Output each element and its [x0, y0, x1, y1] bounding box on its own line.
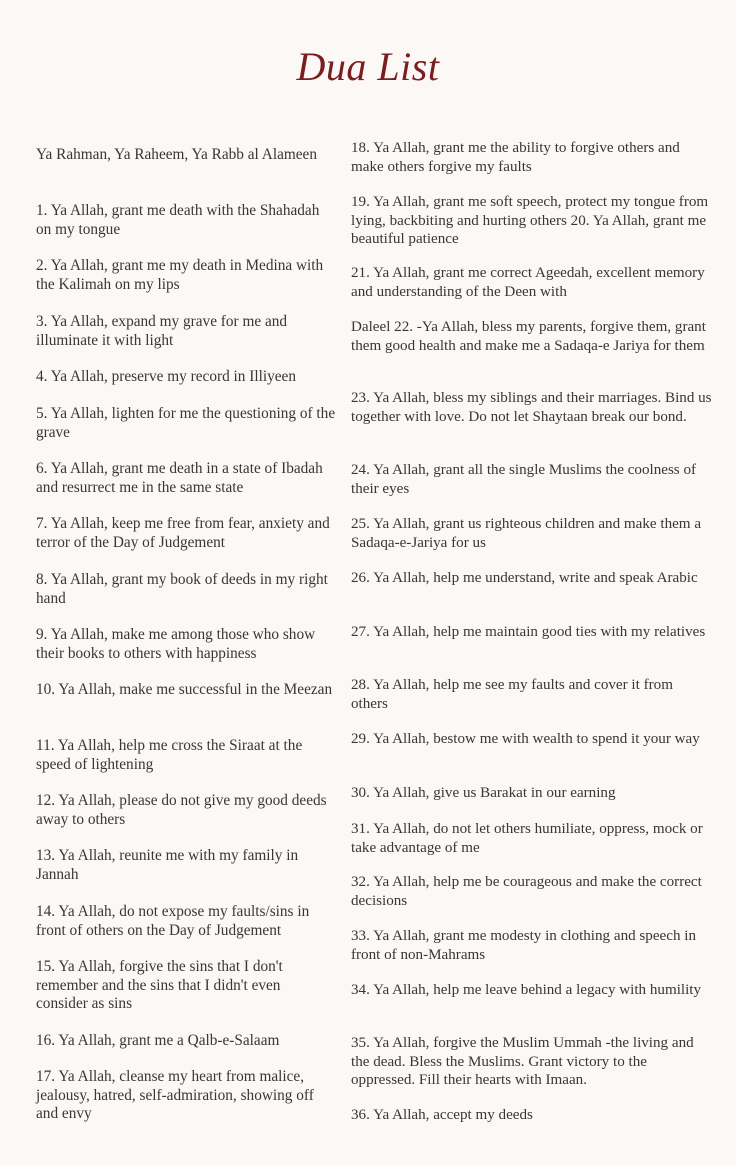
dua-item-28: 28. Ya Allah, help me see my faults and cover it from others [351, 677, 673, 712]
page-title: Dua List [296, 44, 440, 89]
dua-item-24: 24. Ya Allah, grant all the single Muslims the coolness of their eyes [351, 462, 697, 497]
dua-item-10: 10. Ya Allah, make me successful in the Meezan [36, 681, 333, 698]
dua-item-33: 33. Ya Allah, grant me modesty in clothing and speech in front of non-Mahrams [351, 928, 697, 963]
dua-item-31: 31. Ya Allah, do not let others humiliate, oppress, mock or take advantage of me [351, 821, 703, 856]
dua-item-3: 3. Ya Allah, expand my grave for me and illuminate it with light [36, 313, 288, 349]
dua-item-29: 29. Ya Allah, bestow me with wealth to spend it your way [351, 731, 700, 747]
dua-item-22: Daleel 22. -Ya Allah, bless my parents, forgive them, grant them good health and make me a Sadaqa-e Jariya for them [351, 319, 706, 354]
dua-item-13: 13. Ya Allah, reunite me with my family in Jannah [36, 847, 299, 883]
dua-item-8: 8. Ya Allah, grant my book of deeds in my right hand [36, 571, 328, 607]
dua-item-15: 15. Ya Allah, forgive the sins that I don't remember and the sins that I didn't even consider as sins [36, 958, 283, 1012]
dua-item-16: 16. Ya Allah, grant me a Qalb-e-Salaam [36, 1032, 280, 1049]
dua-item-12: 12. Ya Allah, please do not give my good deeds away to others [36, 792, 327, 828]
dua-item-36: 36. Ya Allah, accept my deeds [351, 1107, 533, 1123]
dua-opening: Ya Rahman, Ya Raheem, Ya Rabb al Alameen [36, 146, 317, 163]
dua-item-9: 9. Ya Allah, make me among those who show their books to others with happiness [36, 626, 316, 662]
dua-item-2: 2. Ya Allah, grant me my death in Medina with the Kalimah on my lips [36, 257, 324, 293]
dua-item-14: 14. Ya Allah, do not expose my faults/sins in front of others on the Day of Judgement [36, 903, 310, 939]
dua-item-6: 6. Ya Allah, grant me death in a state of Ibadah and resurrect me in the same state [36, 460, 323, 496]
dua-item-1: 1. Ya Allah, grant me death with the Shahadah on my tongue [36, 202, 320, 238]
dua-item-21: 21. Ya Allah, grant me correct Ageedah, excellent memory and understanding of the Deen with [351, 265, 705, 300]
dua-item-25: 25. Ya Allah, grant us righteous children and make them a Sadaqa-e-Jariya for us [351, 516, 702, 551]
dua-item-18: 18. Ya Allah, grant me the ability to forgive others and make others forgive my faults [351, 140, 680, 175]
dua-item-30: 30. Ya Allah, give us Barakat in our earning [351, 785, 616, 801]
dua-item-19-20: 19. Ya Allah, grant me soft speech, protect my tongue from lying, backbiting and hurting others 20. Ya Allah, grant me beautiful patience [351, 194, 709, 247]
dua-item-23: 23. Ya Allah, bless my siblings and their marriages. Bind us together with love. Do not let Shaytaan break our bond. [351, 390, 712, 425]
dua-item-5: 5. Ya Allah, lighten for me the questioning of the grave [36, 405, 336, 441]
dua-item-11: 11. Ya Allah, help me cross the Siraat at the speed of lightening [36, 737, 303, 773]
dua-item-27: 27. Ya Allah, help me maintain good ties with my relatives [351, 624, 706, 640]
dua-item-32: 32. Ya Allah, help me be courageous and make the correct decisions [351, 874, 702, 909]
dua-item-34: 34. Ya Allah, help me leave behind a legacy with humility [351, 982, 702, 998]
dua-item-26: 26. Ya Allah, help me understand, write and speak Arabic [351, 570, 698, 586]
dua-item-35: 35. Ya Allah, forgive the Muslim Ummah -the living and the dead. Bless the Muslims. Grant victory to the oppressed. Fill their hearts with Imaan. [351, 1035, 694, 1088]
dua-item-17: 17. Ya Allah, cleanse my heart from malice, jealousy, hatred, self-admiration, showing off and envy [36, 1068, 314, 1122]
dua-item-7: 7. Ya Allah, keep me free from fear, anxiety and terror of the Day of Judgement [36, 515, 330, 551]
dua-item-4: 4. Ya Allah, preserve my record in Illiyeen [36, 368, 296, 385]
